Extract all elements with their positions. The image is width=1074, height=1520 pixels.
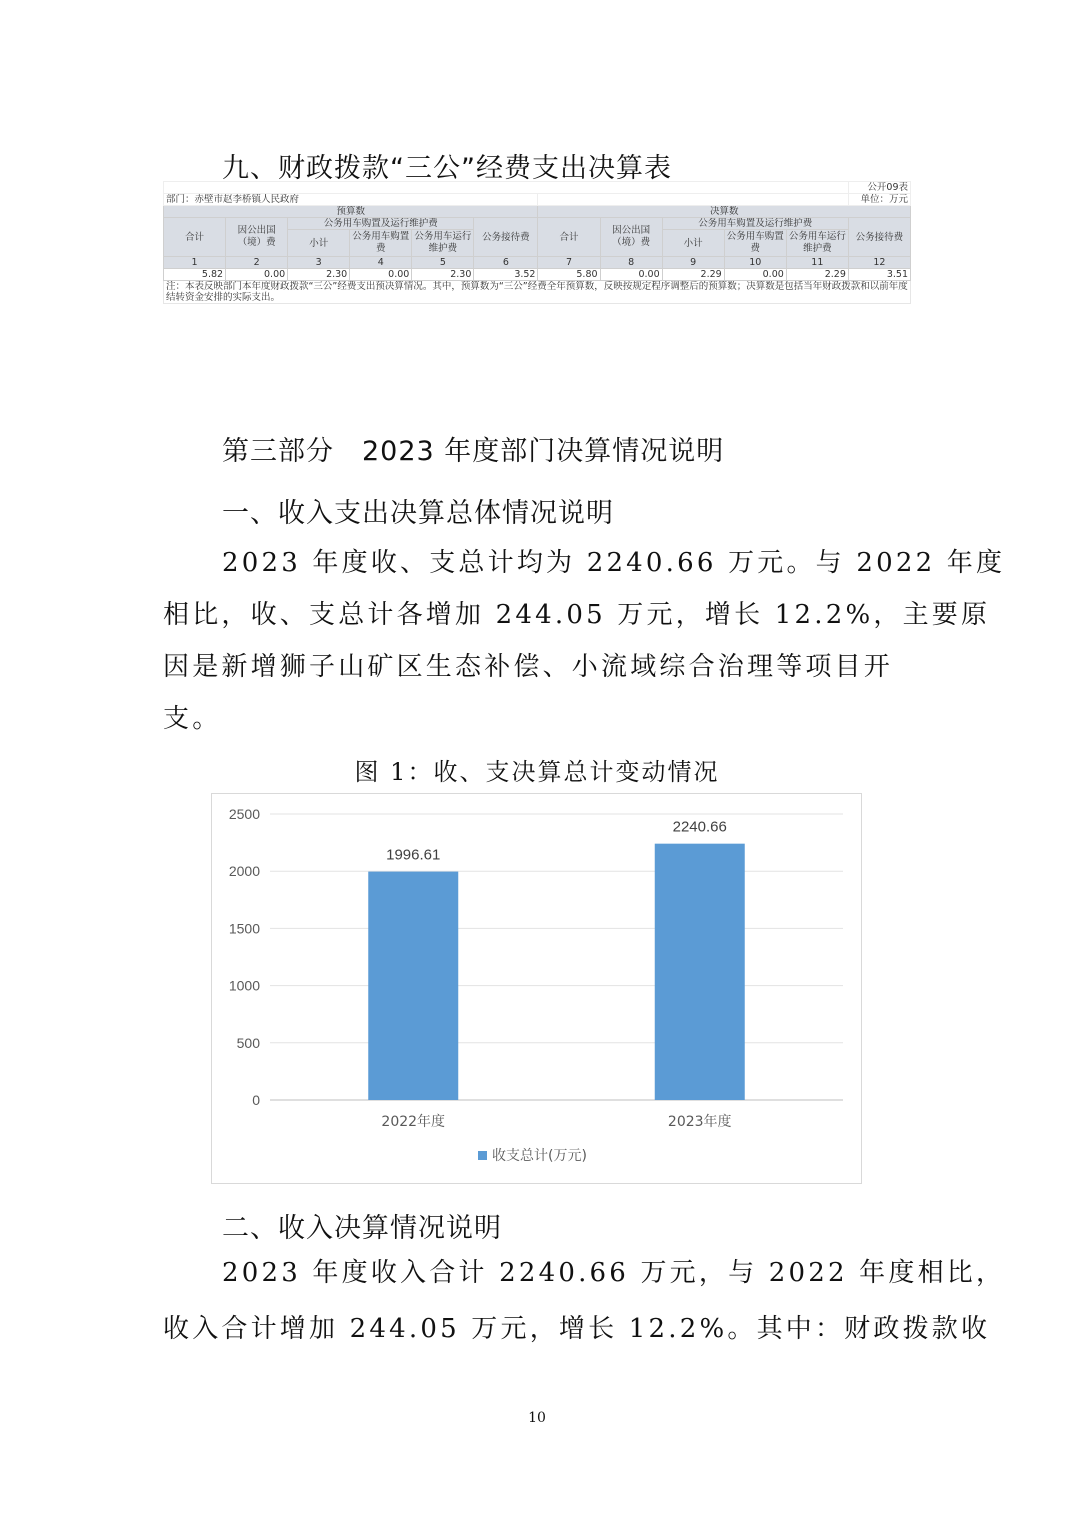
value-cell: 0.00: [226, 269, 288, 281]
value-cell: 0.00: [350, 269, 412, 281]
col-number: 9: [662, 257, 724, 269]
paragraph-line: 因是新增狮子山矿区生态补偿、小流域综合治理等项目开: [163, 652, 894, 682]
department: 部门：赤壁市赵李桥镇人民政府: [164, 194, 538, 206]
part3-title: 第三部分 2023 年度部门决算情况说明: [222, 436, 725, 467]
y-tick-label: 1000: [228, 977, 260, 994]
paragraph-line: 2023 年度收、支总计均为 2240.66 万元。与 2022 年度: [222, 548, 1006, 578]
figure-caption: 图 1：收、支决算总计变动情况: [354, 758, 720, 786]
budget-subtotal-header: 小计: [288, 230, 350, 257]
value-cell: 5.82: [164, 269, 226, 281]
x-tick-label: 2022年度: [381, 1114, 446, 1130]
value-cell: 5.80: [538, 269, 600, 281]
col-number: 3: [288, 257, 350, 269]
value-cell: 3.52: [474, 269, 538, 281]
col-number: 10: [724, 257, 786, 269]
budget-header: 预算数: [164, 206, 538, 218]
legend-label: 收支总计(万元): [492, 1148, 587, 1164]
x-tick-label: 2023年度: [667, 1114, 732, 1130]
budget-abroad-header: 因公出国（境）费: [226, 218, 288, 257]
budget-vehicle-operation-header: 公务用车运行维护费: [412, 230, 474, 257]
final-abroad-header: 因公出国（境）费: [600, 218, 662, 257]
unit: 单位：万元: [848, 194, 910, 206]
data-label: 2240.66: [672, 818, 727, 836]
col-number: 5: [412, 257, 474, 269]
y-tick-label: 1500: [228, 920, 260, 937]
budget-reception-header: 公务接待费: [474, 218, 538, 257]
col-number: 4: [350, 257, 412, 269]
col-number: 7: [538, 257, 600, 269]
y-tick-label: 2000: [228, 863, 260, 880]
income-expense-chart: [211, 793, 862, 1184]
budget-total-header: 合计: [164, 218, 226, 257]
section1-title: 一、收入支出决算总体情况说明: [222, 498, 614, 529]
final-reception-header: 公务接待费: [848, 218, 910, 257]
page-number: 10: [528, 1410, 546, 1426]
paragraph-line: 2023 年度收入合计 2240.66 万元，与 2022 年度相比，: [222, 1258, 1006, 1288]
form-id: 公开09表: [848, 182, 910, 194]
budget-vehicle-purchase-header: 公务用车购置费: [350, 230, 412, 257]
table-note: 注：本表反映部门本年度财政拨款“三公”经费支出预决算情况。其中，预算数为“三公”经费全年预算数，反映按规定程序调整后的预算数；决算数是包括当年财政拨款和以前年度结转资金安排的实际支出。: [164, 281, 911, 304]
chart-canvas: [212, 794, 863, 1185]
value-cell: 2.30: [412, 269, 474, 281]
final-total-header: 合计: [538, 218, 600, 257]
value-cell: 3.51: [848, 269, 910, 281]
value-cell: 2.29: [662, 269, 724, 281]
section9-title: 九、财政拨款“三公”经费支出决算表: [222, 153, 672, 184]
value-cell: 0.00: [600, 269, 662, 281]
paragraph-line: 收入合计增加 244.05 万元，增长 12.2%。其中：财政拨款收: [163, 1314, 991, 1344]
col-number: 1: [164, 257, 226, 269]
paragraph-line: 支。: [163, 704, 222, 734]
final-header: 决算数: [538, 206, 911, 218]
legend-swatch: [478, 1151, 487, 1160]
col-number: 8: [600, 257, 662, 269]
value-cell: 0.00: [724, 269, 786, 281]
col-number: 6: [474, 257, 538, 269]
final-vehicle-purchase-header: 公务用车购置费: [724, 230, 786, 257]
bar: [368, 872, 458, 1100]
bar: [655, 844, 745, 1100]
final-vehicle-operation-header: 公务用车运行维护费: [786, 230, 848, 257]
paragraph-line: 相比，收、支总计各增加 244.05 万元，增长 12.2%，主要原: [163, 600, 991, 630]
value-cell: 2.29: [786, 269, 848, 281]
data-label: 1996.61: [386, 846, 441, 864]
value-cell: 2.30: [288, 269, 350, 281]
y-tick-label: 0: [252, 1092, 260, 1108]
three-public-expenses-table: [163, 181, 911, 304]
budget-vehicle-group-header: 公务用车购置及运行维护费: [288, 218, 474, 230]
y-tick-label: 500: [236, 1034, 260, 1051]
col-number: 11: [786, 257, 848, 269]
section2-title: 二、收入决算情况说明: [222, 1213, 502, 1244]
final-subtotal-header: 小计: [662, 230, 724, 257]
col-number: 2: [226, 257, 288, 269]
y-tick-label: 2500: [228, 806, 260, 822]
col-number: 12: [848, 257, 910, 269]
final-vehicle-group-header: 公务用车购置及运行维护费: [662, 218, 848, 230]
